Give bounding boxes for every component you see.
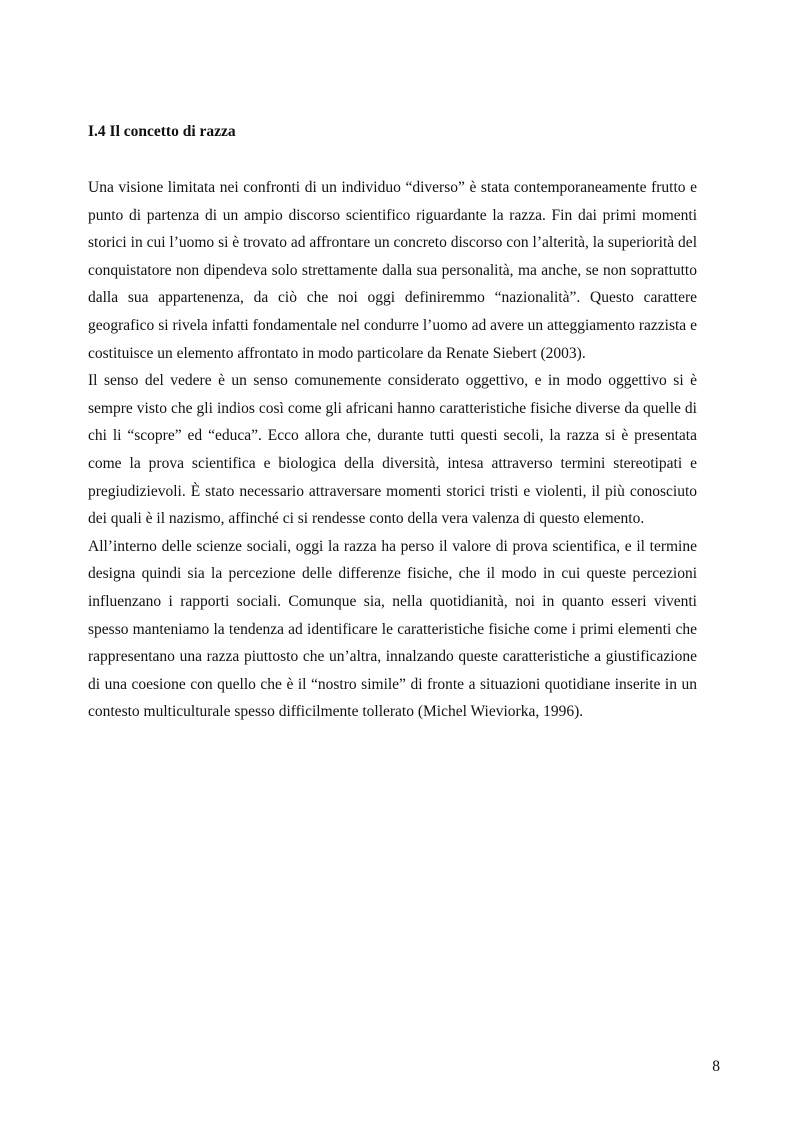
paragraph-3: All’interno delle scienze sociali, oggi la razza ha perso il valore di prova scientifica, e il termine designa quindi sia la percezione delle differenze fisiche, che il modo in cui queste percezioni influenzano i rapporti sociali. Comunque sia, nella quotidianità, noi in quanto esseri viventi spesso manteniamo la tendenza ad identificare le caratteristiche fisiche come i primi elementi che rappresentano una razza piuttosto che un’altra, innalzando queste caratteristiche a giustificazione di una coesione con quello che è il “nostro simile” di fronte a situazioni quotidiane inserite in un contesto multiculturale spesso difficilmente tollerato (Michel Wieviorka, 1996). [88, 537, 697, 721]
paragraph-2: Il senso del vedere è un senso comunemente considerato oggettivo, e in modo oggettivo si è sempre visto che gli indios così come gli africani hanno caratteristiche fisiche diverse da quelle di chi li “scopre” ed “educa”. Ecco allora che, durante tutti questi secoli, la razza si è presentata come la prova scientifica e biologica della diversità, intesa attraverso termini stereotipati e pregiudizievoli. È stato necessario attraversare momenti storici tristi e violenti, il più conosciuto dei quali è il nazismo, affinché ci si rendesse conto della vera valenza di questo elemento. [88, 372, 697, 528]
body-text [88, 174, 697, 726]
paragraph-1: Una visione limitata nei confronti di un individuo “diverso” è stata contemporaneamente frutto e punto di partenza di un ampio discorso scientifico riguardante la razza. Fin dai primi momenti storici in cui l’uomo si è trovato ad affrontare un concreto discorso con l’alterità, la superiorità del conquistatore non dipendeva solo strettamente dalla sua personalità, ma anche, se non soprattutto dalla sua appartenenza, da ciò che noi oggi definiremmo “nazionalità”. Questo carattere geografico si rivela infatti fondamentale nel condurre l’uomo ad avere un atteggiamento razzista e costituisce un elemento affrontato in modo particolare da Renate Siebert (2003). [88, 179, 697, 362]
section-title: I.4 Il concetto di razza [88, 123, 236, 140]
page-number: 8 [712, 1058, 720, 1075]
